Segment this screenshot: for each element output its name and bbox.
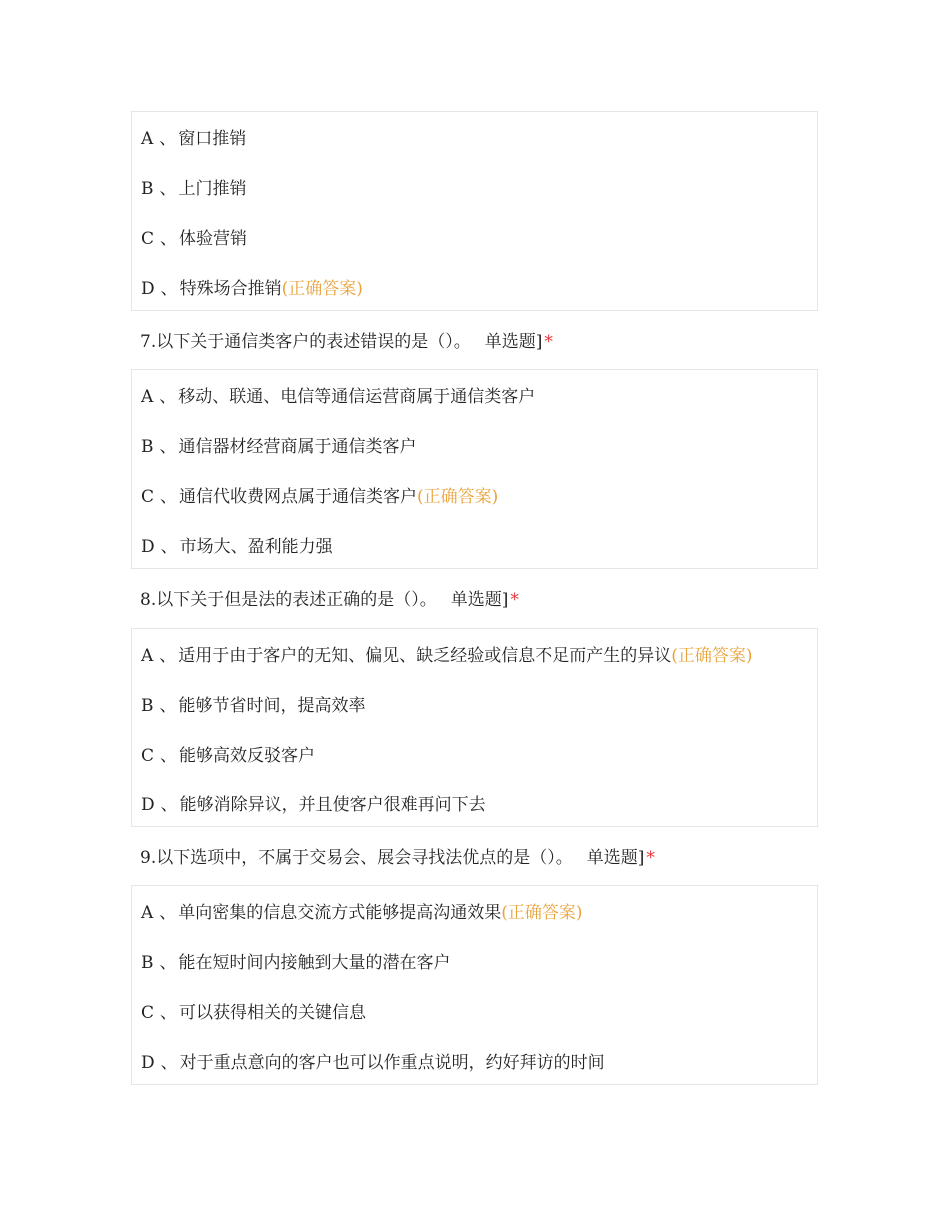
option-letter: D xyxy=(141,795,155,815)
option-letter: A xyxy=(141,903,154,923)
required-marker: * xyxy=(510,590,519,610)
option-separator: 、 xyxy=(159,387,177,407)
option-a[interactable] xyxy=(141,902,583,924)
option-separator: 、 xyxy=(159,696,177,716)
option-letter: B xyxy=(141,179,154,199)
correct-answer-tag: (正确答案) xyxy=(417,487,499,507)
option-separator: 、 xyxy=(160,746,178,766)
option-letter: C xyxy=(141,746,155,766)
option-c[interactable] xyxy=(141,745,315,767)
option-letter: D xyxy=(141,537,155,557)
option-b[interactable] xyxy=(141,695,366,717)
option-letter: B xyxy=(141,696,154,716)
option-separator: 、 xyxy=(159,129,177,149)
option-a[interactable] xyxy=(141,645,753,667)
option-text: 通信器材经营商属于通信类客户 xyxy=(178,437,417,457)
option-text: 能在短时间内接触到大量的潜在客户 xyxy=(178,953,451,973)
question-number: 9. xyxy=(140,848,157,868)
option-text: 市场大、盈利能力强 xyxy=(179,537,333,557)
question-number: 7. xyxy=(140,332,157,352)
option-separator: 、 xyxy=(160,1053,178,1073)
option-text: 适用于由于客户的无知、偏见、缺乏经验或信息不足而产生的异议 xyxy=(178,646,672,666)
option-d[interactable] xyxy=(141,1052,605,1074)
question-7-title xyxy=(140,331,553,353)
option-letter: A xyxy=(141,129,154,149)
option-c[interactable] xyxy=(141,1002,366,1024)
option-a[interactable] xyxy=(141,386,535,408)
option-separator: 、 xyxy=(160,795,178,815)
option-text: 移动、联通、电信等通信运营商属于通信类客户 xyxy=(178,387,536,407)
options-box-q6 xyxy=(131,111,818,311)
option-text: 体验营销 xyxy=(179,229,248,249)
option-b[interactable] xyxy=(141,436,417,458)
option-text: 窗口推销 xyxy=(178,129,247,149)
option-b[interactable] xyxy=(141,952,451,974)
required-marker: * xyxy=(646,848,655,868)
option-d[interactable] xyxy=(141,278,363,300)
correct-answer-tag: (正确答案) xyxy=(501,903,583,923)
option-letter: B xyxy=(141,953,154,973)
option-separator: 、 xyxy=(160,229,178,249)
option-separator: 、 xyxy=(160,537,178,557)
option-letter: D xyxy=(141,1053,155,1073)
option-text: 上门推销 xyxy=(178,179,247,199)
option-d[interactable] xyxy=(141,794,486,816)
question-text: 以下选项中，不属于交易会、展会寻找法优点的是（）。 xyxy=(156,848,573,868)
option-separator: 、 xyxy=(160,1003,178,1023)
question-type: 单选题] xyxy=(450,590,509,610)
question-text: 以下关于但是法的表述正确的是（）。 xyxy=(156,590,437,610)
options-box-q7 xyxy=(131,369,818,569)
option-text: 单向密集的信息交流方式能够提高沟通效果 xyxy=(178,903,502,923)
option-text: 可以获得相关的关键信息 xyxy=(179,1003,367,1023)
option-letter: B xyxy=(141,437,154,457)
correct-answer-tag: (正确答案) xyxy=(671,646,753,666)
question-8-title xyxy=(140,589,519,611)
option-c[interactable] xyxy=(141,486,498,508)
option-text: 能够节省时间，提高效率 xyxy=(178,696,366,716)
option-b[interactable] xyxy=(141,178,247,200)
option-letter: C xyxy=(141,487,155,507)
question-type: 单选题] xyxy=(484,332,543,352)
option-text: 通信代收费网点属于通信类客户 xyxy=(179,487,418,507)
option-letter: A xyxy=(141,646,154,666)
question-9-title xyxy=(140,847,655,869)
required-marker: * xyxy=(544,332,553,352)
option-separator: 、 xyxy=(159,437,177,457)
option-text: 对于重点意向的客户也可以作重点说明，约好拜访的时间 xyxy=(179,1053,605,1073)
option-separator: 、 xyxy=(160,487,178,507)
option-letter: A xyxy=(141,387,154,407)
option-separator: 、 xyxy=(159,953,177,973)
question-number: 8. xyxy=(140,590,157,610)
question-text: 以下关于通信类客户的表述错误的是（）。 xyxy=(156,332,471,352)
option-separator: 、 xyxy=(159,179,177,199)
option-letter: C xyxy=(141,1003,155,1023)
option-separator: 、 xyxy=(160,279,178,299)
option-text: 能够消除异议，并且使客户很难再问下去 xyxy=(179,795,486,815)
option-a[interactable] xyxy=(141,128,246,150)
question-type: 单选题] xyxy=(586,848,645,868)
options-box-q9 xyxy=(131,885,818,1085)
option-separator: 、 xyxy=(159,903,177,923)
option-text: 能够高效反驳客户 xyxy=(179,746,316,766)
option-letter: D xyxy=(141,279,155,299)
option-separator: 、 xyxy=(159,646,177,666)
option-letter: C xyxy=(141,229,155,249)
correct-answer-tag: (正确答案) xyxy=(281,279,363,299)
option-c[interactable] xyxy=(141,228,247,250)
option-text: 特殊场合推销 xyxy=(179,279,282,299)
option-d[interactable] xyxy=(141,536,333,558)
options-box-q8 xyxy=(131,628,818,827)
